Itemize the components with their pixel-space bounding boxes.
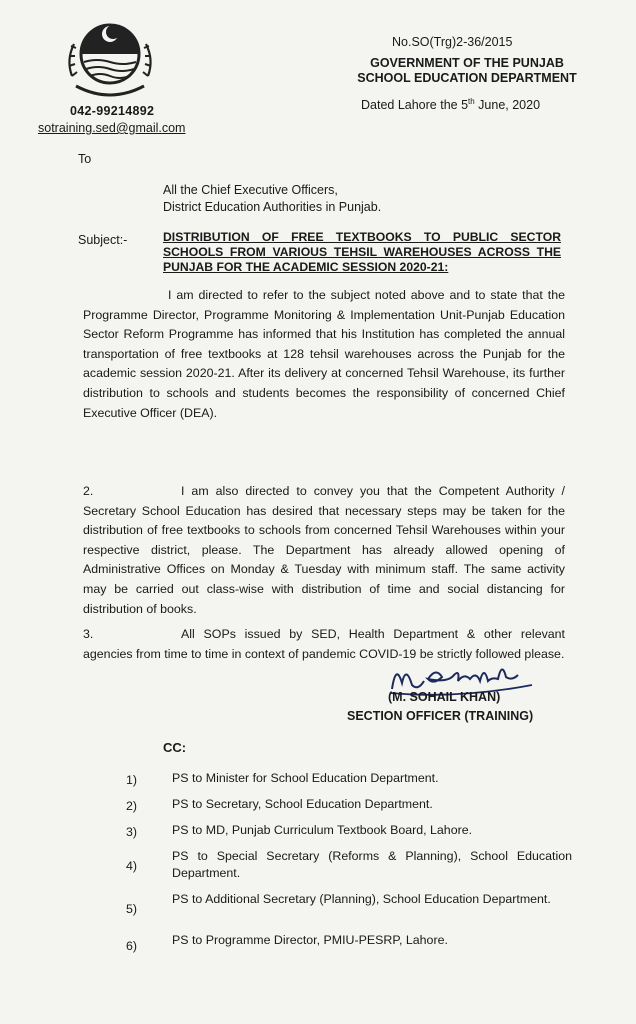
department-line: SCHOOL EDUCATION DEPARTMENT bbox=[357, 71, 577, 85]
paragraph-2-text: I am also directed to convey you that the Competent Authority / Secretary School Education has desired that necessary steps may be taken for the distribution of free textbooks to schools from concerned Tehsil Warehouses within your respective district, please. The Department has already allowed opening of Administrative Offices on Monday & Tuesday with minimum staff. The same activity may be carried out class-wise with distribution of time and social distancing for distribution of books. bbox=[83, 484, 565, 616]
cc-item-text: PS to Minister for School Education Department. bbox=[172, 771, 439, 785]
cc-item-text: PS to Programme Director, PMIU-PESRP, Lahore. bbox=[172, 933, 448, 947]
cc-item-number: 1) bbox=[126, 773, 138, 787]
cc-item-number: 6) bbox=[126, 939, 138, 953]
recipient-line-1: All the Chief Executive Officers, bbox=[163, 183, 338, 197]
email-link[interactable]: sotraining.sed@gmail.com bbox=[38, 121, 186, 135]
letter-number: No.SO(Trg)2-36/2015 bbox=[392, 35, 513, 49]
cc-item-4 bbox=[126, 848, 572, 891]
cc-item-1 bbox=[126, 770, 572, 796]
signatory-designation: SECTION OFFICER (TRAINING) bbox=[347, 709, 534, 723]
cc-item-text: PS to Secretary, School Education Department. bbox=[172, 797, 433, 811]
cc-item-6 bbox=[126, 932, 572, 958]
recipient-line-2: District Education Authorities in Punjab. bbox=[163, 200, 382, 214]
cc-label: CC: bbox=[163, 740, 187, 755]
subject-text: DISTRIBUTION OF FREE TEXTBOOKS TO PUBLIC SECTOR SCHOOLS FROM VARIOUS TEHSIL WAREHOUSES ACROSS THE PUNJAB FOR THE ACADEMIC SESSION 2020-21: bbox=[163, 230, 561, 274]
paragraph-3-number: 3. bbox=[83, 627, 94, 641]
paragraph-3-text: All SOPs issued by SED, Health Department & other relevant agencies from time to time in context of pandemic COVID-19 be strictly followed please. bbox=[83, 627, 565, 661]
cc-item-number: 2) bbox=[126, 799, 138, 813]
cc-item-text: PS to Special Secretary (Reforms & Planning), School Education Department. bbox=[172, 849, 572, 880]
department-heading bbox=[337, 56, 597, 86]
paragraph-2-number: 2. bbox=[83, 484, 94, 498]
cc-item-number: 5) bbox=[126, 902, 138, 916]
signatory-name: (M. SOHAIL KHAN) bbox=[388, 690, 501, 704]
date-suffix-sup: th bbox=[468, 97, 475, 106]
cc-list bbox=[126, 770, 572, 958]
date-month-year: June, 2020 bbox=[474, 98, 541, 113]
cc-item-2 bbox=[126, 796, 572, 822]
paragraph-2 bbox=[83, 482, 565, 619]
paragraph-1 bbox=[83, 286, 565, 423]
to-label: To bbox=[78, 152, 92, 166]
cc-item-3 bbox=[126, 822, 572, 848]
cc-item-text: PS to Additional Secretary (Planning), School Education Department. bbox=[172, 892, 551, 906]
letter-date bbox=[361, 97, 540, 112]
punjab-government-emblem-icon bbox=[62, 14, 158, 104]
paragraph-1-text: I am directed to refer to the subject noted above and to state that the Programme Director, Programme Monitoring & Implementation Unit-Punjab Education Sector Reform Programme has informed that his Institution has completed the annual transportation of free textbooks at 128 tehsil warehouses across the Punjab for the academic session 2020-21. After its delivery at concerned Tehsil Warehouse, its further distribution to schools and students becomes the responsibility of concerned Chief Executive Officer (DEA). bbox=[83, 288, 565, 420]
date-prefix: Dated Lahore the 5 bbox=[361, 98, 469, 113]
cc-item-number: 4) bbox=[126, 859, 138, 873]
cc-item-5 bbox=[126, 891, 572, 932]
government-line: GOVERNMENT OF THE PUNJAB bbox=[370, 56, 564, 70]
recipient-address bbox=[163, 182, 381, 216]
phone-number: 042-99214892 bbox=[70, 104, 155, 118]
cc-item-text: PS to MD, Punjab Curriculum Textbook Board, Lahore. bbox=[172, 823, 473, 837]
cc-item-number: 3) bbox=[126, 825, 138, 839]
subject-label: Subject:- bbox=[78, 233, 128, 247]
